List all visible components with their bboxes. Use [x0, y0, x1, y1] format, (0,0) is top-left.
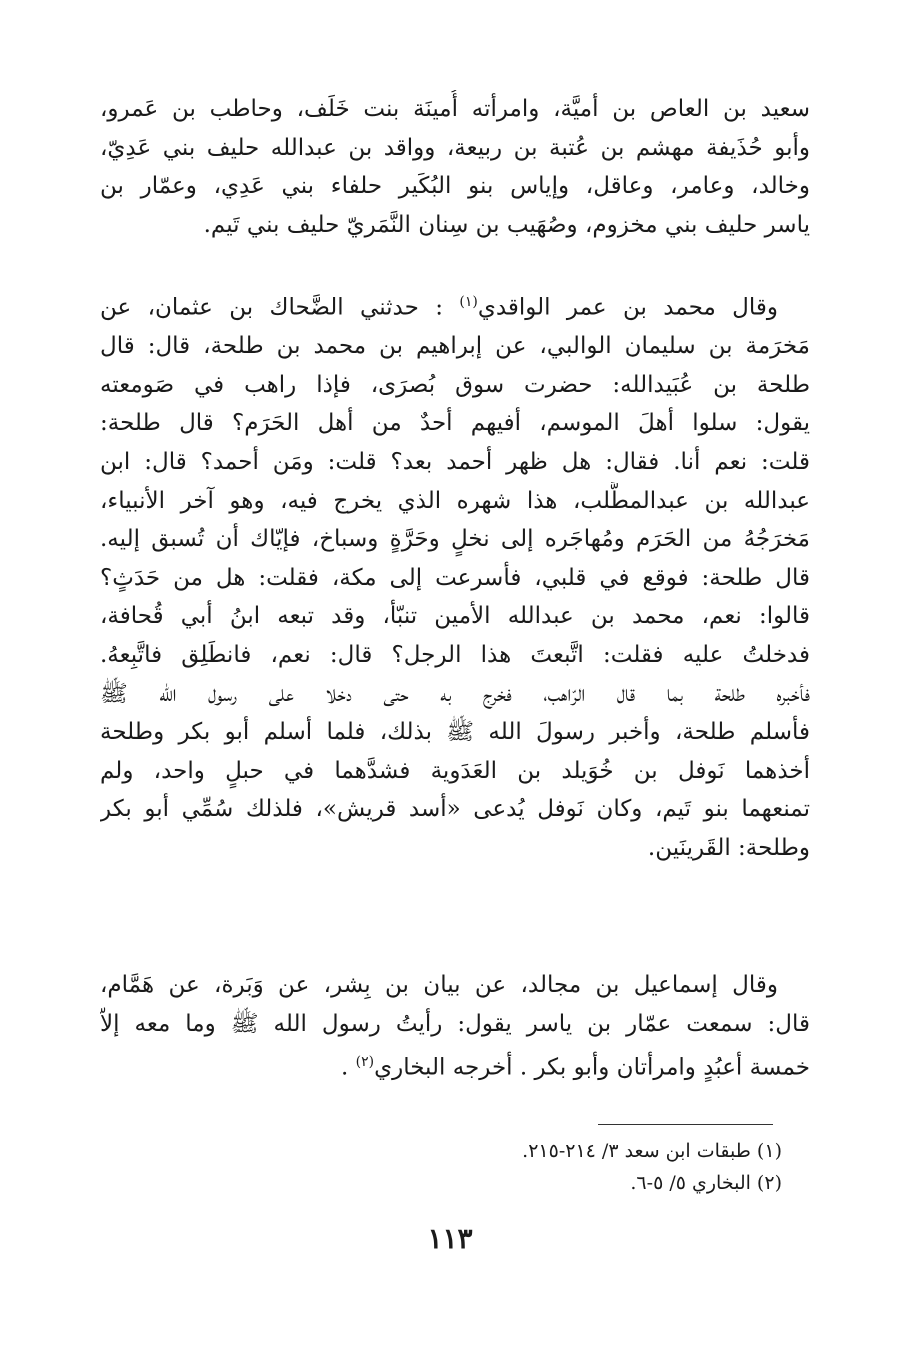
- text-line: ياسر حليف بني مخزوم، وصُهَيب بن سِنان النَّمَريّ حليف بني تَيم.: [203, 211, 810, 238]
- text-line: فأسلم طلحة، وأخبر رسولَ الله ﷺ بذلك، فلما أسلم أبو بكر وطلحة: [100, 719, 810, 746]
- text-segment: وقال محمد بن عمر الواقدي: [477, 294, 778, 321]
- text-line: قال طلحة: فوقع في قلبي، فأسرعت إلى مكة، فقلت: هل من حَدَثٍ؟: [100, 564, 810, 591]
- text-line: وطلحة: القَرينَين.: [647, 834, 810, 861]
- text-line: فأخبره طلحة بما قال الرّاهب، فخرج به حتى دخلا على رسول الله ﷺ: [100, 680, 810, 707]
- text-line: طلحة بن عُبَيدالله: حضرت سوق بُصرَى، فإذا راهب في صَومعته: [100, 371, 810, 398]
- page-number: ١١٣: [427, 1222, 473, 1255]
- footnote-ref-2: (٢): [355, 1054, 375, 1071]
- text-segment: خمسة أعبُدٍ وامرأتان وأبو بكر . أخرجه البخاري: [374, 1054, 810, 1081]
- text-line: قلت: نعم أنا. فقال: هل ظهر أحمد بعد؟ قلت: ومَن أحمد؟ قال: ابن: [100, 449, 810, 476]
- text-line: [100, 1043, 810, 1087]
- footnote-2: (٢) البخاري ٥/ ٥-٦.: [630, 1172, 782, 1194]
- text-line: قال: سمعت عمّار بن ياسر يقول: رأيتُ رسول الله ﷺ وما معه إلاّ: [100, 1010, 810, 1037]
- footnotes: [300, 1135, 782, 1199]
- text-line: مَخرَمة بن سليمان الوالبي، عن إبراهيم بن محمد بن طلحة، قال: قال: [100, 333, 810, 360]
- text-line: تمنعهما بنو تَيم، وكان نَوفل يُدعى «أسد قريش»، فلذلك سُمِّي أبو بكر: [100, 796, 810, 823]
- text-line: [100, 283, 810, 327]
- paragraph-2: [100, 283, 810, 868]
- text-segment: : حدثني الضَّحاك بن عثمان، عن: [100, 294, 460, 321]
- text-line: سعيد بن العاص بن أميَّة، وامرأته أُمينَة بنت خَلَف، وحاطب بن عَمرو،: [100, 96, 810, 122]
- text-line: وأبو حُذَيفة مهشم بن عُتبة بن ربيعة، وواقد بن عبدالله حليف بني عَدِيّ،: [100, 134, 810, 161]
- text-line: فدخلتُ عليه فقلت: اتَّبعتَ هذا الرجل؟ قال: نعم، فانطَلِق فاتَّبِعهُ.: [100, 642, 810, 668]
- text-line: قالوا: نعم، محمد بن عبدالله الأمين تنبّأ، وقد تبعه ابنُ أبي قُحافة،: [100, 603, 810, 630]
- text-line: وقال إسماعيل بن مجالد، عن بيان بن بِشر، عن وَبَرة، عن هَمَّام،: [100, 972, 778, 998]
- text-line: أخذهما نَوفل بن خُوَيلد بن العَدَوية فشدَّهما في حبلٍ واحد، ولم: [100, 757, 810, 784]
- text-line: وخالد، وعامر، وعاقل، وإياس بنو البُكَير حلفاء بني عَدِي، وعمّار بن: [100, 173, 810, 200]
- text-segment: .: [341, 1054, 356, 1081]
- text-line: مَخرَجُهُ من الحَرَم ومُهاجَره إلى نخلٍ وحَرَّةٍ وسباخ، فإيّاك أن تُسبق إليه.: [100, 526, 810, 553]
- paragraph-1: [100, 90, 810, 244]
- paragraph-3: [100, 966, 810, 1087]
- footnote-1: (١) طبقات ابن سعد ٣/ ٢١٤-٢١٥.: [522, 1140, 782, 1162]
- text-line: عبدالله بن عبدالمطَّلب، هذا شهره الذي يخرج فيه، وهو آخر الأنبياء،: [100, 487, 810, 514]
- text-line: يقول: سلوا أهلَ الموسم، أفيهم أحدٌ من أهل الحَرَم؟ قال طلحة:: [100, 410, 810, 437]
- footnote-ref-1: (١): [459, 294, 478, 310]
- footnote-divider: [598, 1124, 773, 1125]
